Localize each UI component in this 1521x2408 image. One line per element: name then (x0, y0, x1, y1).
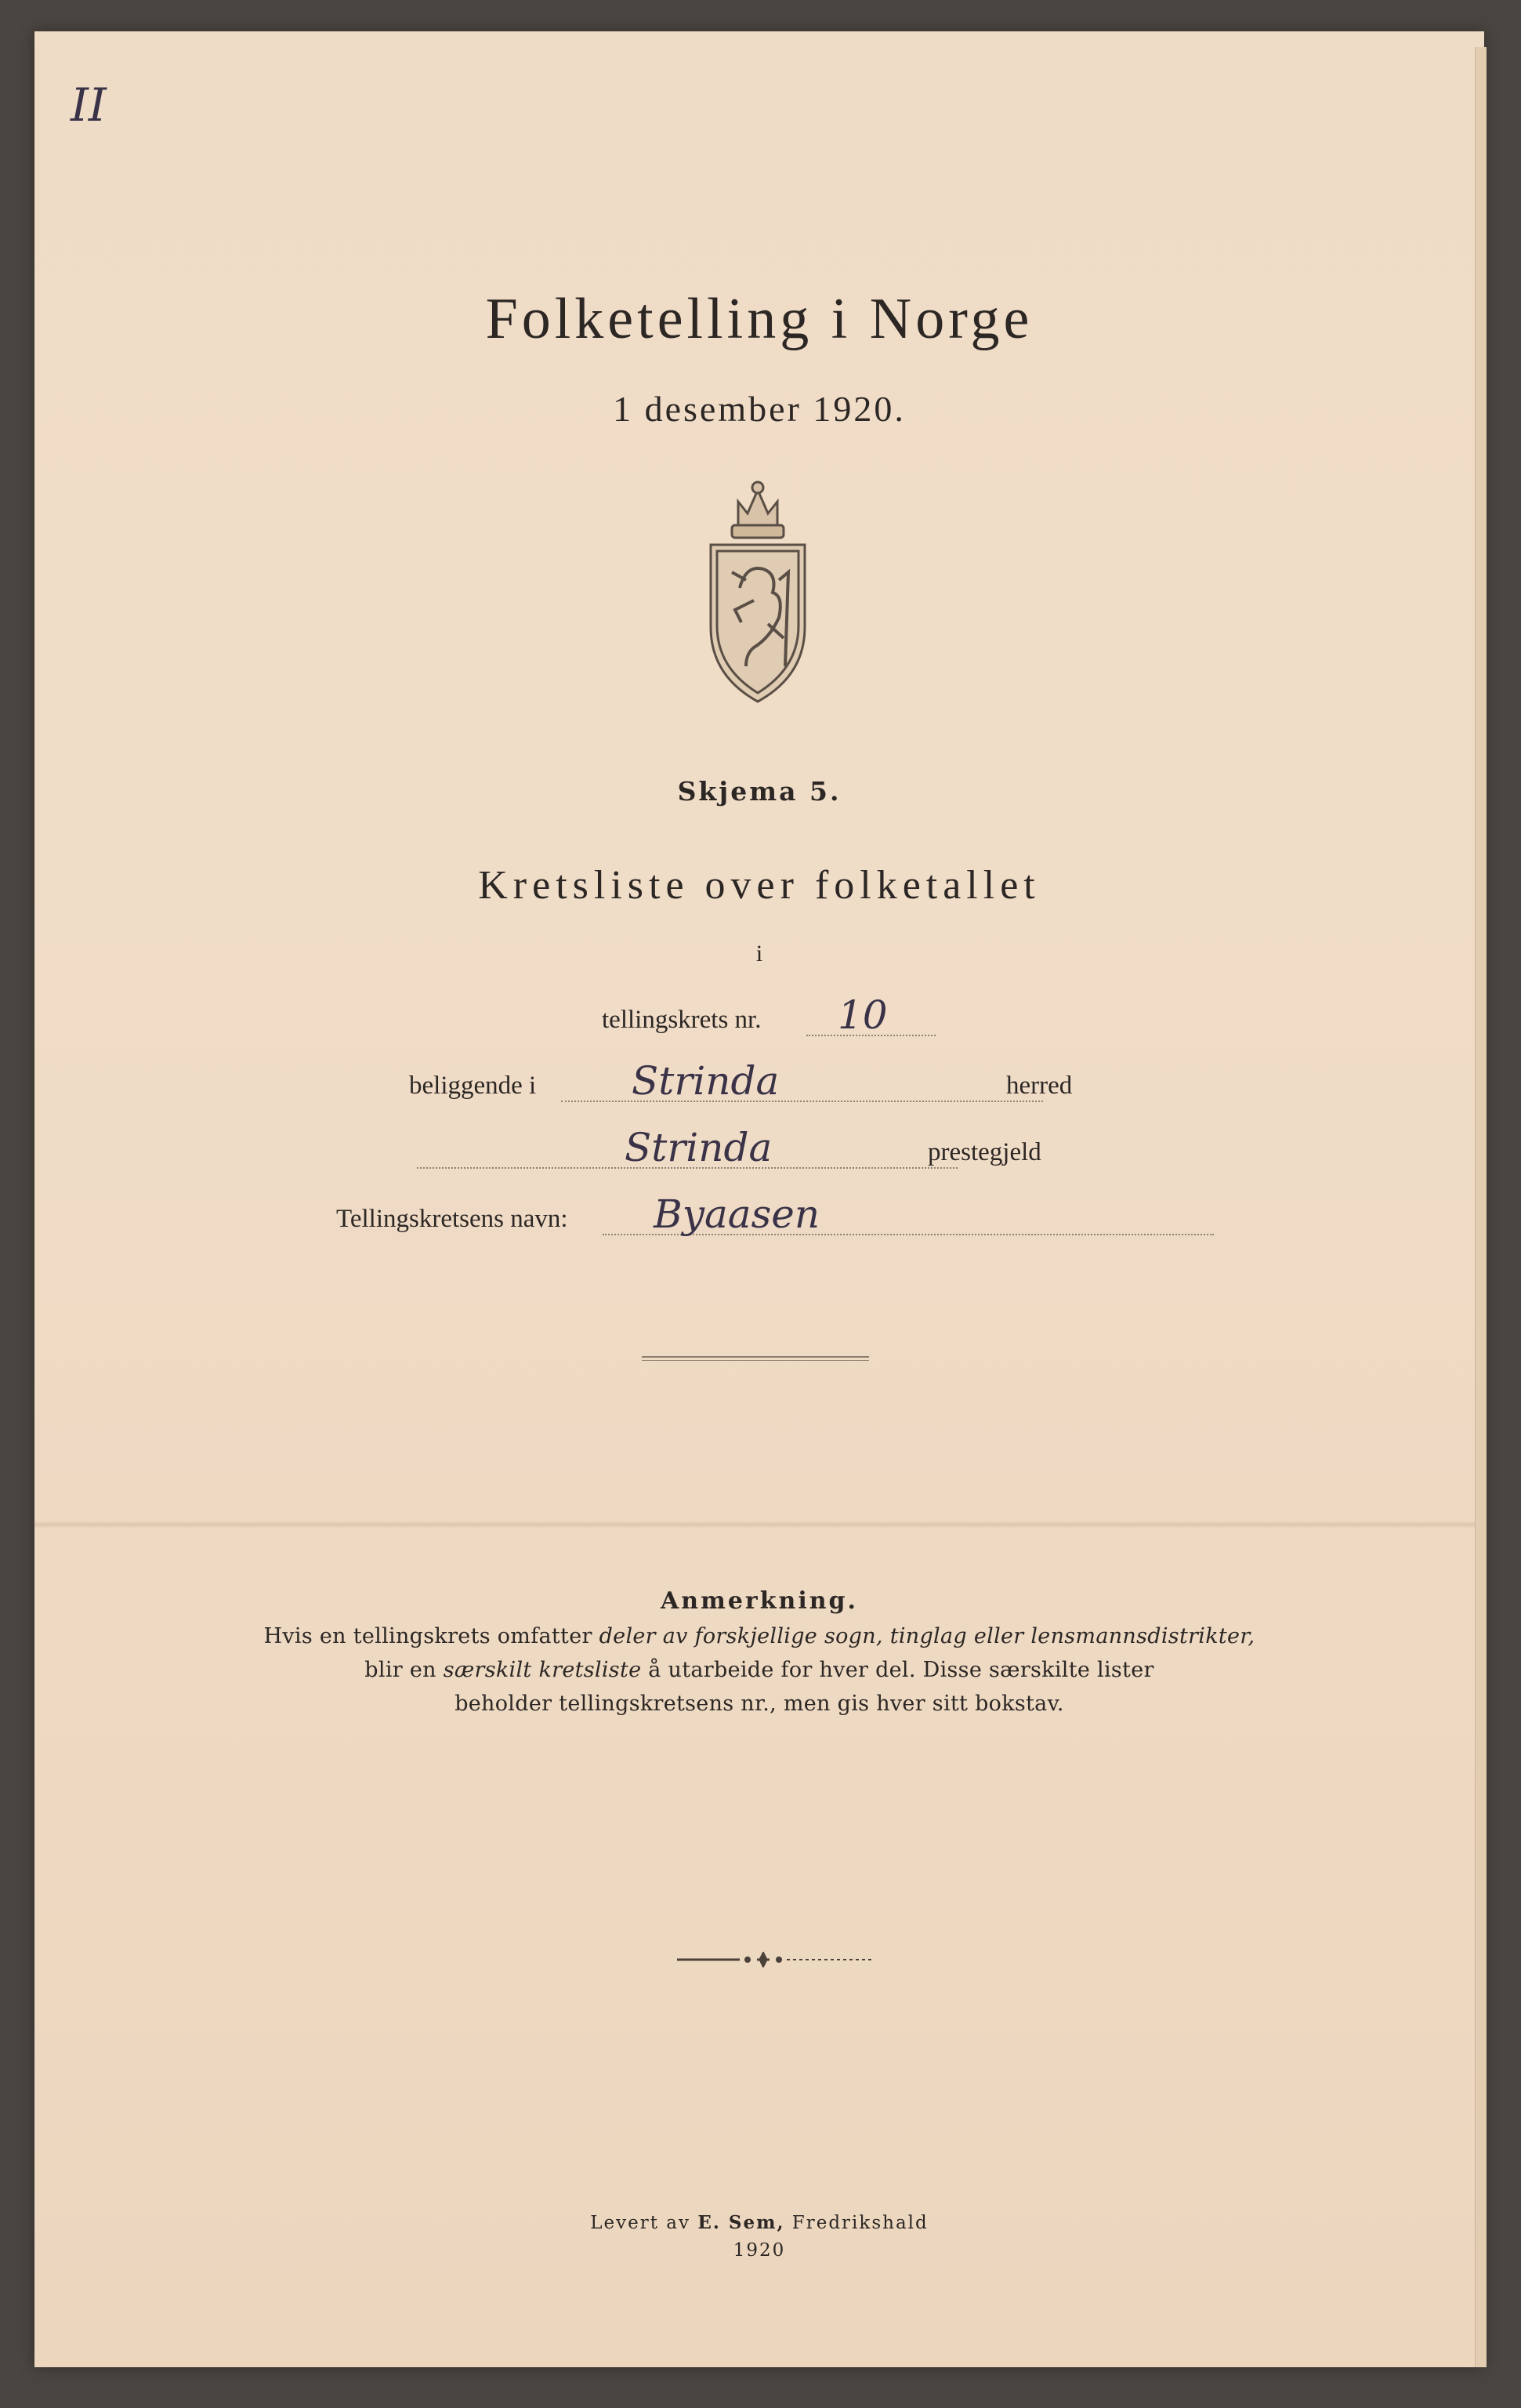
krets-number-field (806, 994, 936, 1036)
krets-name-label: Tellingskretsens navn: (336, 1205, 568, 1233)
printer-line (34, 2212, 1484, 2233)
printer-year: 1920 (733, 2240, 786, 2261)
herred-field (561, 1060, 1043, 1102)
subtitle-connector: i (755, 941, 763, 966)
krets-name-value: Byaasen (654, 1191, 820, 1237)
beliggende-label: beliggende i (409, 1072, 537, 1100)
prestegjeld-field (417, 1126, 958, 1169)
herred-label: herred (1006, 1072, 1073, 1100)
paper-fold (34, 1521, 1484, 1529)
prestegjeld-value: Strinda (625, 1125, 773, 1170)
note-line-2-emphasis: særskilt kretsliste (443, 1658, 642, 1682)
coat-of-arms-icon (691, 470, 824, 705)
note-line-2-text: blir en (364, 1658, 444, 1682)
note-heading: Anmerkning. (661, 1587, 858, 1615)
page-edge (1475, 47, 1487, 2367)
archive-mark: II (71, 78, 107, 132)
prestegjeld-label: prestegjeld (928, 1138, 1041, 1166)
schema-number: Skjema 5. (677, 776, 842, 807)
census-date: 1 desember 1920. (613, 389, 906, 429)
krets-number-value: 10 (838, 992, 888, 1038)
printer-name: E. Sem, (697, 2212, 785, 2233)
printer-place: Fredrikshald (784, 2213, 929, 2233)
note-line-2 (34, 1658, 1484, 1682)
note-line-1 (34, 1624, 1484, 1648)
census-form-sheet (34, 31, 1484, 2367)
krets-name-field (603, 1193, 1214, 1235)
herred-value: Strinda (632, 1058, 780, 1104)
note-line-2-tail: å utarbeide for hver del. Disse særskilte lister (641, 1658, 1154, 1682)
note-line-1-text: Hvis en tellingskrets omfatter (263, 1624, 599, 1648)
divider-rule (642, 1356, 869, 1361)
note-line-1-emphasis: deler av forskjellige sogn, tinglag eller lensmannsdistrikter, (599, 1624, 1255, 1648)
ornament-divider-icon (677, 1952, 881, 1967)
note-line-3: beholder tellingskretsens nr., men gis hver sitt bokstav. (454, 1692, 1064, 1716)
printer-prefix: Levert av (590, 2213, 698, 2233)
page-title: Folketelling i Norge (485, 287, 1034, 351)
krets-number-label: tellingskrets nr. (602, 1006, 762, 1034)
form-subtitle: Kretsliste over folketallet (478, 863, 1041, 908)
